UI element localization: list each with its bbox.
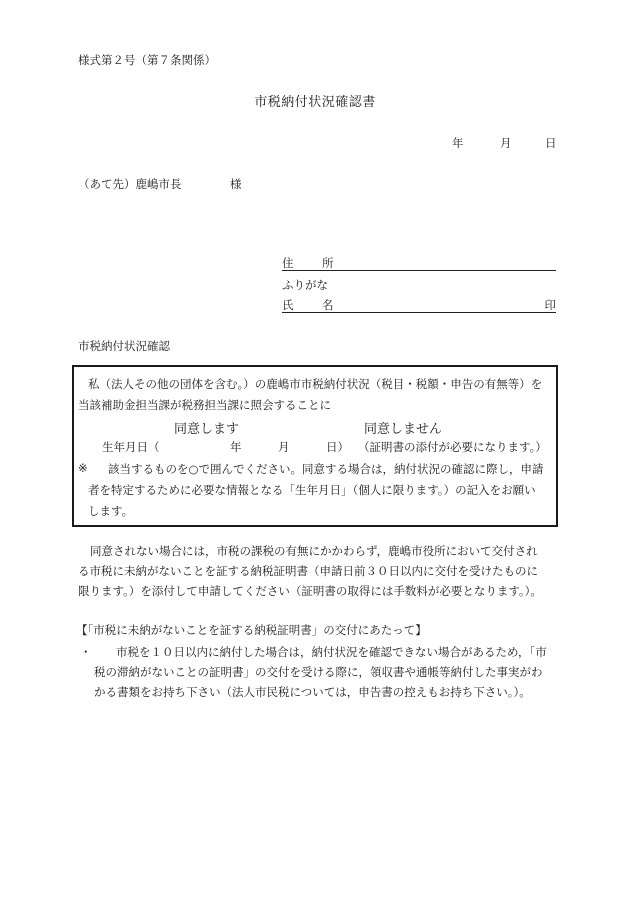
bullet-mark: ・ [80,645,92,659]
address-underline [282,270,556,271]
consent-box [72,365,558,527]
certificate-note: （証明書の添付が必要になります。） [358,440,547,454]
name-underline [282,312,556,313]
form-number: 様式第２号（第７条関係） [78,53,216,67]
name-label-2: 名 [322,298,334,312]
document-title: 市税納付状況確認書 [254,95,376,110]
paragraph-line1: 同意されない場合には，市税の課税の有無にかかわらず，鹿嶋市役所において交付され [90,544,538,558]
note-line3: します。 [88,504,134,518]
disagree-option[interactable]: 同意しません [364,422,443,437]
name-label-1: 氏 [282,298,294,312]
address-field[interactable] [282,255,556,271]
consent-text-line1: 私（法人その他の団体を含む。）の鹿嶋市市税納付状況（税目・税額・申告の有無等）を [88,377,543,391]
date-month-label: 月 [500,136,512,150]
birthdate-day-label: 日） [326,440,349,454]
certificate-text-line2: 税の滞納がないことの証明書」の交付を受ける際に，領収書や通帳等納付した事実がわ [94,665,543,679]
agree-option[interactable]: 同意します [174,422,240,437]
section-heading: 市税納付状況確認 [78,339,170,353]
recipient-label: （あて先）鹿嶋市長 [78,177,182,191]
furigana-field[interactable] [282,277,556,293]
seal-mark: 印 [544,298,556,312]
recipient-honorific: 様 [230,177,242,191]
birthdate-year-label: 年 [230,440,242,454]
note-line1: 該当するものを○で囲んでください。同意する場合は，納付状況の確認に際し，申請 [108,462,544,476]
certificate-section-heading: 【「市税に未納がないことを証する納税証明書」の交付にあたって】 [76,623,427,637]
consent-text-line2: 当該補助金担当課が税務担当課に照会することに [78,398,331,412]
date-day-label: 日 [545,136,557,150]
certificate-text-line1: 市税を１０日以内に納付した場合は，納付状況を確認できない場合があるため，「市 [116,645,547,659]
address-label-1: 住 [282,256,294,270]
paragraph-line2: る市税に未納がないことを証する納税証明書（申請日前３０日以内に交付を受けたものに [78,564,538,578]
address-label-2: 所 [322,256,334,270]
birthdate-label: 生年月日（ [102,440,160,454]
date-year-label: 年 [452,136,464,150]
furigana-label: ふりがな [282,278,328,292]
paragraph-line3: 限ります。）を添付して申請してください（証明書の取得には手数料が必要となります。）。 [78,584,542,598]
note-line2: 者を特定するために必要な情報となる「生年月日」（個人に限ります。）の記入をお願い [88,483,536,497]
note-mark: ※ [78,461,88,475]
birthdate-month-label: 月 [278,440,290,454]
certificate-text-line3: かる書類をお持ち下さい（法人市民税については，申告書の控えもお持ち下さい。）。 [94,685,531,699]
name-field[interactable] [282,297,556,313]
